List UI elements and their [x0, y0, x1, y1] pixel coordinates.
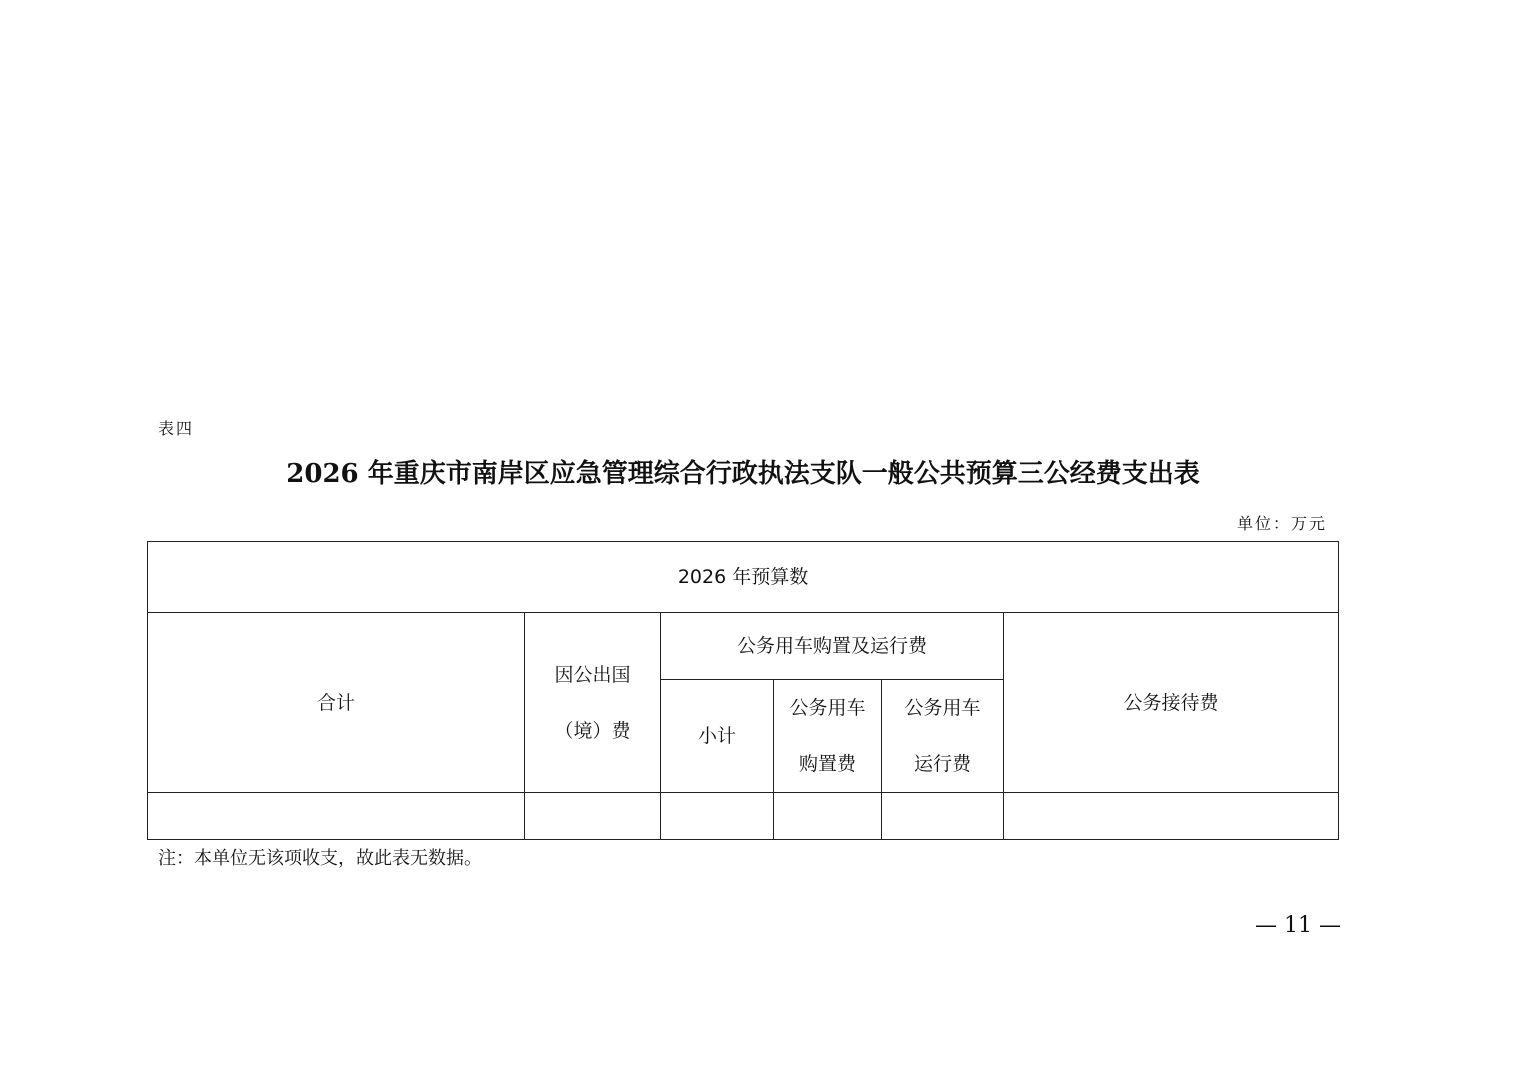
vehicle-operation-label-line2: 运行费 [913, 753, 971, 775]
cell-vehicle-purchase [774, 793, 882, 840]
column-header-subtotal: 小计 [661, 680, 774, 793]
table-header-row [148, 613, 1339, 680]
cell-vehicle-operation [882, 793, 1004, 840]
page-number: — 11 — [1255, 913, 1341, 938]
column-header-vehicle-purchase [774, 680, 882, 793]
table-label: 表四 [158, 419, 195, 438]
table-row [148, 793, 1339, 840]
vehicle-purchase-label-line2: 购置费 [798, 753, 856, 775]
cell-reception [1004, 793, 1339, 840]
column-header-vehicle-group: 公务用车购置及运行费 [661, 613, 1004, 680]
table-note: 注：本单位无该项收支，故此表无数据。 [158, 848, 482, 869]
cell-subtotal [661, 793, 774, 840]
column-header-total: 合计 [148, 613, 525, 793]
vehicle-purchase-label-line1: 公务用车 [789, 697, 866, 719]
page-title: 2026 年重庆市南岸区应急管理综合行政执法支队一般公共预算三公经费支出表 [286, 459, 1200, 489]
overseas-label-line1: 因公出国 [554, 663, 631, 686]
column-header-reception: 公务接待费 [1004, 613, 1339, 793]
cell-total [148, 793, 525, 840]
column-header-vehicle-operation [882, 680, 1004, 793]
overseas-label-line2: （境）费 [554, 719, 631, 742]
column-header-overseas [525, 613, 661, 793]
table-header-row-year [148, 542, 1339, 613]
cell-overseas [525, 793, 661, 840]
year-budget-header: 2026 年预算数 [148, 542, 1339, 613]
three-public-expenses-table [147, 541, 1339, 840]
unit-label: 单位：万元 [1236, 514, 1327, 533]
vehicle-operation-label-line1: 公务用车 [904, 697, 981, 719]
